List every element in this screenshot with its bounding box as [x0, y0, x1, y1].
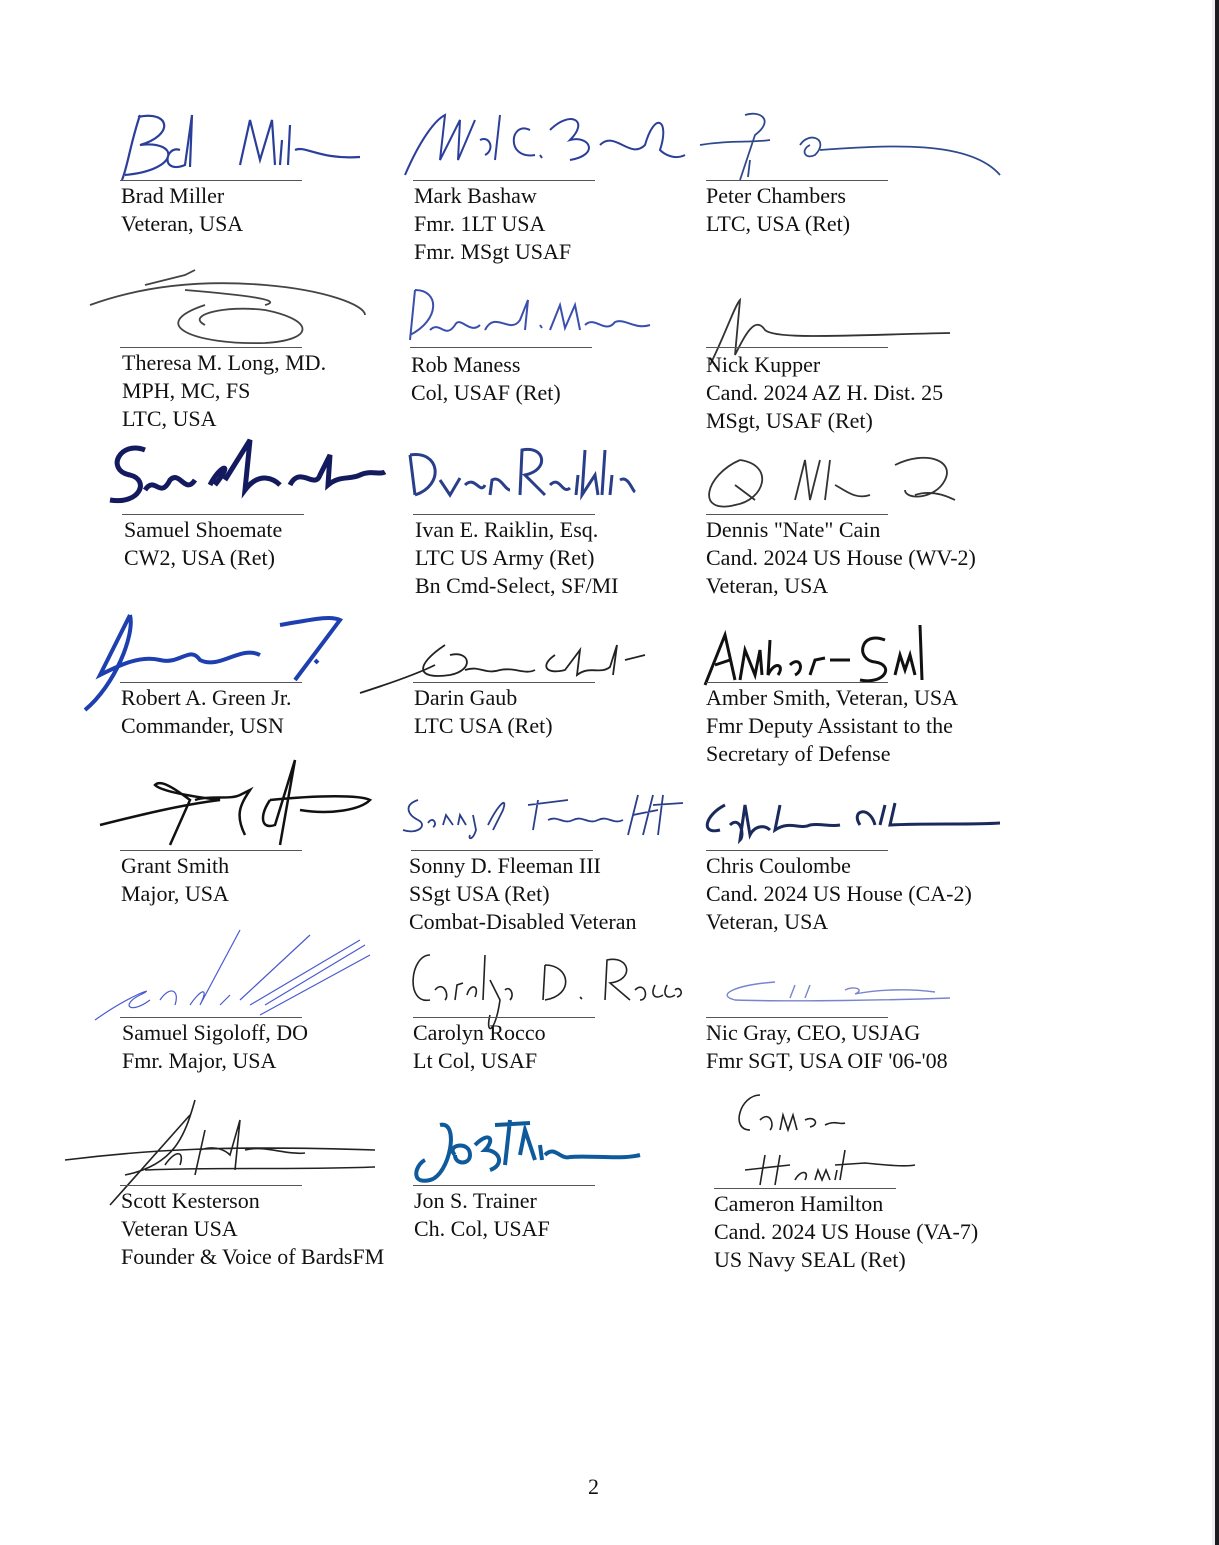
signatory-name: Ivan E. Raiklin, Esq. [415, 517, 599, 542]
signatory-name: Dennis "Nate" Cain [706, 517, 881, 542]
signatory-name: Samuel Shoemate [124, 517, 283, 542]
signature-rob-maness [400, 280, 660, 350]
signature-grant-smith [100, 755, 380, 855]
signatory-title: Bn Cmd-Select, SF/MI [415, 573, 619, 598]
signatory-name: Nick Kupper [706, 352, 821, 377]
signatory-name: Nic Gray, CEO, USJAG [706, 1020, 921, 1045]
signatory-name: Samuel Sigoloff, DO [122, 1020, 308, 1045]
signature-brad-miller [110, 105, 370, 185]
signature-jon-trainer [410, 1105, 650, 1190]
signatory-title: Combat-Disabled Veteran [409, 909, 637, 934]
signatory-title: LTC USA (Ret) [414, 713, 553, 738]
signatory-name: Scott Kesterson [121, 1188, 260, 1213]
signatory-title: Veteran, USA [706, 573, 829, 598]
signatory-title: Veteran USA [121, 1216, 238, 1241]
signatory-title: Ch. Col, USAF [414, 1216, 550, 1241]
signatory-name: Darin Gaub [414, 685, 518, 710]
signatory-title: Fmr. MSgt USAF [414, 239, 572, 264]
signatory-title: Secretary of Defense [706, 741, 891, 766]
signatory-title: Cand. 2024 AZ H. Dist. 25 [706, 380, 944, 405]
signatory-title: Lt Col, USAF [413, 1048, 538, 1073]
signatory-title: Fmr Deputy Assistant to the [706, 713, 953, 738]
signatory-name: Amber Smith, Veteran, USA [706, 685, 958, 710]
signatory-title: Fmr. Major, USA [122, 1048, 277, 1073]
signatory-name: Mark Bashaw [414, 183, 537, 208]
signatory-name: Jon S. Trainer [414, 1188, 537, 1213]
signatory-title: SSgt USA (Ret) [409, 881, 550, 906]
page-number: 2 [588, 1474, 599, 1499]
signature-nic-gray [715, 970, 960, 1010]
signatory-title: Commander, USN [121, 713, 284, 738]
signature-chris-coulombe [700, 795, 1010, 850]
signature-cameron-hamilton [725, 1085, 925, 1190]
signatory-title: Fmr. 1LT USA [414, 211, 546, 236]
page-edge [1215, 0, 1219, 1545]
signature-samuel-sigoloff [90, 925, 380, 1025]
signatory-name: Sonny D. Fleeman III [409, 853, 601, 878]
signature-sonny-fleeman [398, 785, 688, 845]
signature-dennis-cain [695, 445, 965, 520]
signatory-title: Veteran, USA [121, 211, 244, 236]
signatory-title: Founder & Voice of BardsFM [121, 1244, 385, 1269]
signatory-title: LTC, USA (Ret) [706, 211, 851, 236]
signatory-title: Cand. 2024 US House (VA-7) [714, 1219, 979, 1244]
signatory-name: Theresa M. Long, MD. [122, 350, 327, 375]
signatory-title: MPH, MC, FS [122, 378, 251, 403]
signatory-title: Cand. 2024 US House (CA-2) [706, 881, 972, 906]
signatory-name: Grant Smith [121, 853, 230, 878]
signatory-title: LTC, USA [122, 406, 217, 431]
signature-samuel-shoemate [100, 430, 390, 515]
signatory-title: Col, USAF (Ret) [411, 380, 561, 405]
signatory-name: Brad Miller [121, 183, 225, 208]
signature-peter-chambers [690, 105, 1010, 185]
signatory-title: LTC US Army (Ret) [415, 545, 595, 570]
signatory-title: Cand. 2024 US House (WV-2) [706, 545, 976, 570]
signatory-name: Carolyn Rocco [413, 1020, 546, 1045]
signature-theresa-long [85, 265, 375, 350]
signatory-title: Major, USA [121, 881, 229, 906]
signatory-name: Cameron Hamilton [714, 1191, 884, 1216]
signature-mark-bashaw [400, 100, 690, 185]
signatory-name: Chris Coulombe [706, 853, 851, 878]
signatory-title: CW2, USA (Ret) [124, 545, 275, 570]
signature-ivan-raiklin [400, 440, 640, 510]
signatory-title: US Navy SEAL (Ret) [714, 1247, 906, 1272]
signatory-name: Peter Chambers [706, 183, 846, 208]
signatory-name: Robert A. Green Jr. [121, 685, 292, 710]
signatory-title: Veteran, USA [706, 909, 829, 934]
signatory-name: Rob Maness [411, 352, 521, 377]
signatory-title: Fmr SGT, USA OIF '06-'08 [706, 1048, 948, 1073]
signatory-title: MSgt, USAF (Ret) [706, 408, 873, 433]
